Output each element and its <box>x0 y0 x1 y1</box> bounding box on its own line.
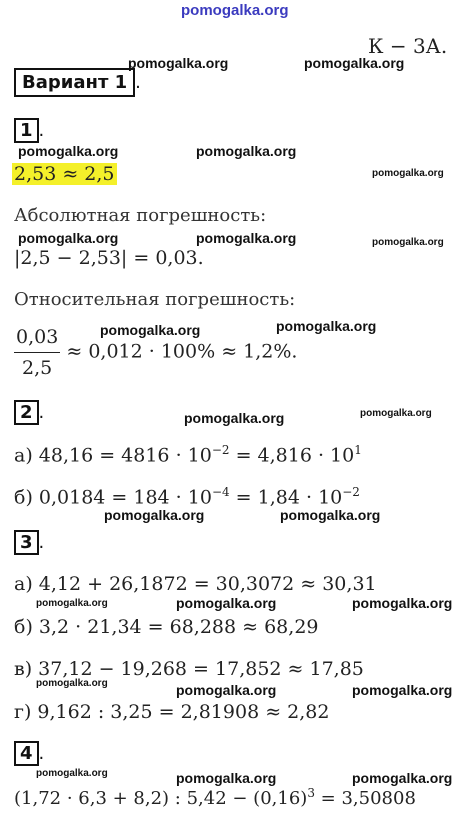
watermark: pomogalka.org <box>184 410 285 426</box>
watermark: pomogalka.org <box>196 143 297 159</box>
watermark: pomogalka.org <box>372 168 444 179</box>
task-number: 1 <box>14 118 39 143</box>
task-number: 2 <box>14 400 39 425</box>
variant-label: Вариант 1 <box>14 68 135 97</box>
watermark: pomogalka.org <box>352 770 453 786</box>
fraction-numerator: 0,03 <box>14 326 60 353</box>
watermark: pomogalka.org <box>104 507 205 523</box>
watermark: pomogalka.org <box>18 143 119 159</box>
fraction <box>14 326 60 379</box>
watermark: pomogalka.org <box>36 678 108 689</box>
task-number: 3 <box>14 530 39 555</box>
task-1-approximation <box>12 163 117 185</box>
watermark: pomogalka.org <box>372 237 444 248</box>
watermark: pomogalka.org <box>176 595 277 611</box>
relative-error-label: Относительная погрешность: <box>14 289 296 310</box>
task-3-heading: 3 . <box>14 532 44 554</box>
watermark: pomogalka.org <box>36 598 108 609</box>
watermark: pomogalka.org <box>304 55 405 71</box>
task-3d: г) 9,162 : 3,25 = 2,81908 ≈ 2,82 <box>14 701 330 723</box>
watermark: pomogalka.org <box>36 768 108 779</box>
task-4-expression: (1,72 · 6,3 + 8,2) : $5,42 - (0,16)^3 = 3,50808$ <box>14 786 416 809</box>
worksheet-code: К − 3А. <box>368 34 448 58</box>
variant-heading <box>14 72 141 93</box>
watermark: pomogalka.org <box>18 230 119 246</box>
watermark: pomogalka.org <box>100 322 201 338</box>
watermark: pomogalka.org <box>352 682 453 698</box>
fraction-denominator: 2,5 <box>22 357 53 379</box>
absolute-error-label: Абсолютная погрешность: <box>14 205 267 226</box>
task-number: 4 <box>14 741 39 766</box>
task-2-heading: 2 . <box>14 402 44 424</box>
watermark: pomogalka.org <box>176 770 277 786</box>
task-3c: в) 37,12 − 19,268 = 17,852 ≈ 17,85 <box>14 658 364 680</box>
watermark-top: pomogalka.org <box>181 2 289 19</box>
absolute-error-expression: |2,5 − 2,53| = 0,03. <box>14 247 204 269</box>
task-2b: б) $0,0184 = 184 \cdot 10^{-4} = 1,84 \cdot 10^{-2}$ <box>14 485 360 509</box>
task-1-heading: 1 . <box>14 120 44 142</box>
task-4-heading: 4 . <box>14 743 44 765</box>
relative-error-expression <box>14 326 297 379</box>
relative-error-rest: ≈ 0,012 · 100% ≈ 1,2%. <box>66 340 298 363</box>
watermark: pomogalka.org <box>280 507 381 523</box>
watermark: pomogalka.org <box>128 55 229 71</box>
watermark: pomogalka.org <box>360 408 432 419</box>
variant-dot: . <box>135 72 141 93</box>
task-3b: б) 3,2 · 21,34 = 68,288 ≈ 68,29 <box>14 616 319 638</box>
task-2a: а) $48,16 = 4816 \cdot 10^{-2} = 4,816 \cdot 10^1$ <box>14 443 362 467</box>
watermark: pomogalka.org <box>352 595 453 611</box>
highlighted-approximation: 2,53 ≈ 2,5 <box>14 163 115 185</box>
task-3a: а) 4,12 + 26,1872 = 30,3072 ≈ 30,31 <box>14 573 377 595</box>
watermark: pomogalka.org <box>176 682 277 698</box>
watermark: pomogalka.org <box>196 230 297 246</box>
watermark: pomogalka.org <box>276 318 377 334</box>
